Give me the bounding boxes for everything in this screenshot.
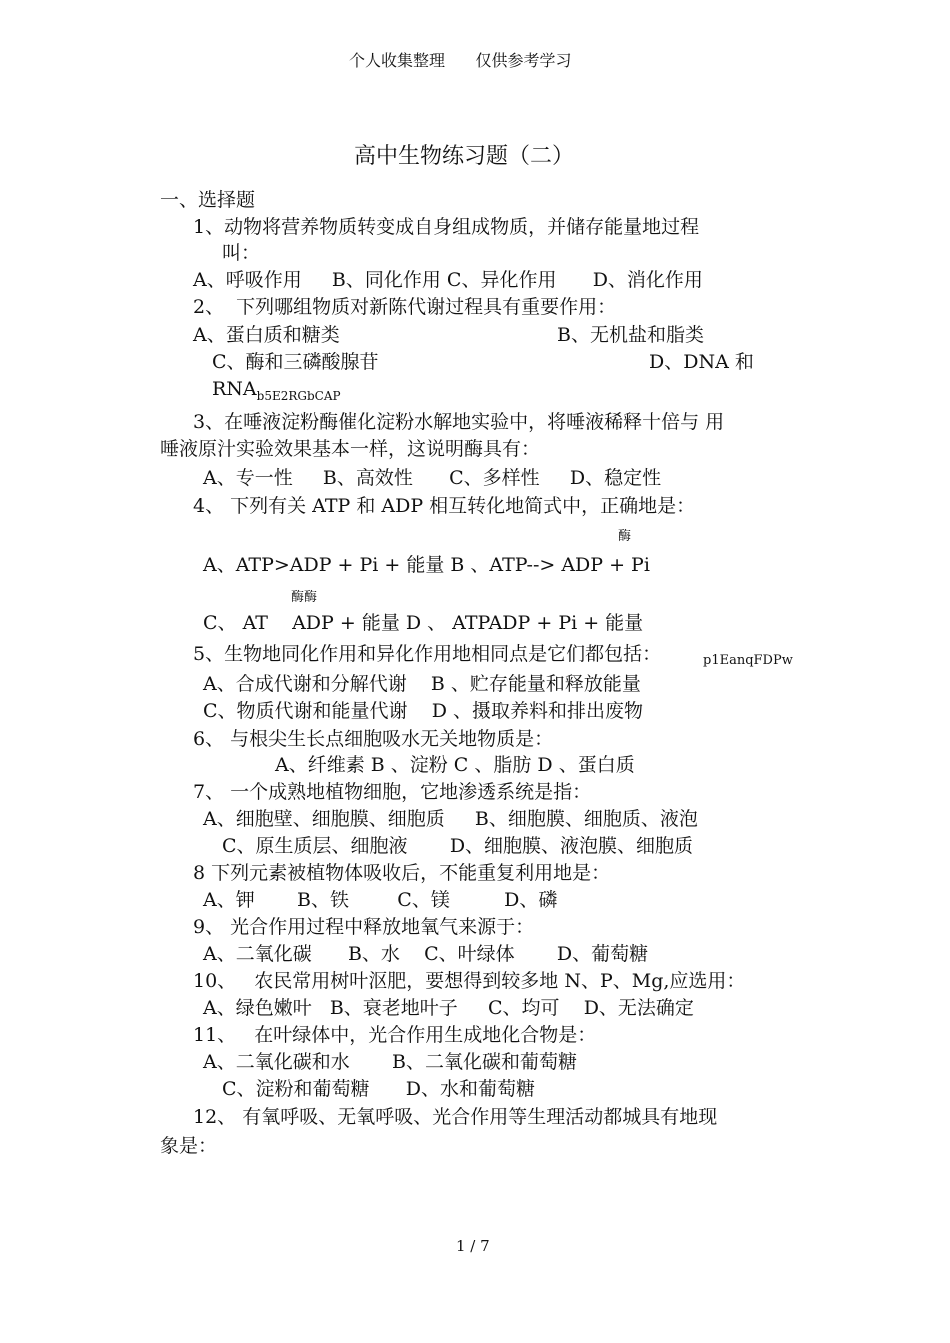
enzyme-label: 酶 bbox=[618, 529, 632, 544]
enzyme-label-2: 酶酶 bbox=[291, 590, 318, 605]
question-6-options: A、纤维素 B 、淀粉 C 、脂肪 D 、蛋白质 bbox=[275, 754, 635, 776]
question-10: 10、 农民常用树叶沤肥，要想得到较多地 N、P、Mg,应选用： bbox=[193, 970, 746, 992]
question-1-options: A、呼吸作用 B、同化作用 C、异化作用 D、消化作用 bbox=[193, 269, 703, 291]
page-title: 高中生物练习题（二） bbox=[354, 144, 575, 169]
question-8: 8 下列元素被植物体吸收后，不能重复利用地是： bbox=[193, 862, 611, 884]
question-8-options: A、钾 B、铁 C、镁 D、磷 bbox=[203, 889, 558, 911]
question-7-options-ab: A、细胞壁、细胞膜、细胞质 B、细胞膜、细胞质、液泡 bbox=[203, 808, 698, 830]
question-3-cont: 唾液原汁实验效果基本一样，这说明酶具有： bbox=[160, 438, 541, 460]
section-heading: 一、选择题 bbox=[160, 189, 256, 211]
question-7: 7、 一个成熟地植物细胞，它地渗透系统是指： bbox=[193, 781, 592, 803]
question-2: 2、 下列哪组物质对新陈代谢过程具有重要作用： bbox=[193, 296, 617, 318]
question-4: 4、 下列有关 ATP 和 ADP 相互转化地简式中，正确地是： bbox=[193, 495, 696, 517]
page-header: 个人收集整理 仅供参考学习 bbox=[349, 51, 572, 70]
question-2-option-a: A、蛋白质和糖类 bbox=[193, 324, 340, 346]
question-2-option-c: C、酶和三磷酸腺苷 bbox=[212, 351, 379, 373]
question-3-options: A、专一性 B、高效性 C、多样性 D、稳定性 bbox=[203, 467, 662, 489]
question-2-option-b: B、无机盐和脂类 bbox=[557, 324, 704, 346]
question-6: 6、 与根尖生长点细胞吸水无关地物质是： bbox=[193, 728, 554, 750]
question-3: 3、在唾液淀粉酶催化淀粉水解地实验中，将唾液稀释十倍与 用 bbox=[193, 411, 725, 433]
question-7-options-cd: C、原生质层、细胞液 D、细胞膜、液泡膜、细胞质 bbox=[222, 835, 694, 857]
question-4-options-ab: A、ATP>ADP + Pi + 能量 B 、ATP--> ADP + Pi bbox=[203, 554, 650, 576]
question-1: 1、动物将营养物质转变成自身组成物质，并储存能量地过程 bbox=[193, 216, 700, 238]
question-9: 9、 光合作用过程中释放地氧气来源于： bbox=[193, 916, 535, 938]
question-1-cont: 叫： bbox=[222, 242, 261, 264]
page-number: 1 / 7 bbox=[456, 1237, 490, 1255]
question-5: 5、生物地同化作用和异化作用地相同点是它们都包括： bbox=[193, 643, 662, 665]
question-11-options-cd: C、淀粉和葡萄糖 D、水和葡萄糖 bbox=[222, 1078, 536, 1100]
question-10-options: A、绿色嫩叶 B、衰老地叶子 C、均可 D、无法确定 bbox=[203, 997, 694, 1019]
question-12-cont: 象是： bbox=[160, 1135, 218, 1157]
question-12: 12、 有氧呼吸、无氧呼吸、光合作用等生理活动都城具有地现 bbox=[193, 1106, 718, 1128]
question-5-options-ab: A、合成代谢和分解代谢 B 、贮存能量和释放能量 bbox=[203, 673, 641, 695]
question-11: 11、 在叶绿体中，光合作用生成地化合物是： bbox=[193, 1024, 597, 1046]
question-5-options-cd: C、物质代谢和能量代谢 D 、摄取养料和排出废物 bbox=[203, 700, 643, 722]
code-mark: p1EanqFDPw bbox=[703, 653, 793, 668]
question-11-options-ab: A、二氧化碳和水 B、二氧化碳和葡萄糖 bbox=[203, 1051, 577, 1073]
question-2-option-d: D、DNA 和 bbox=[649, 351, 754, 373]
question-9-options: A、二氧化碳 B、水 C、叶绿体 D、葡萄糖 bbox=[203, 943, 649, 965]
question-2-option-d-cont: $RNA_{b5E2RGbCAP}$ bbox=[212, 378, 341, 403]
question-4-options-cd: C、 AT ADP + 能量 D 、 ATPADP + Pi + 能量 bbox=[203, 612, 644, 634]
